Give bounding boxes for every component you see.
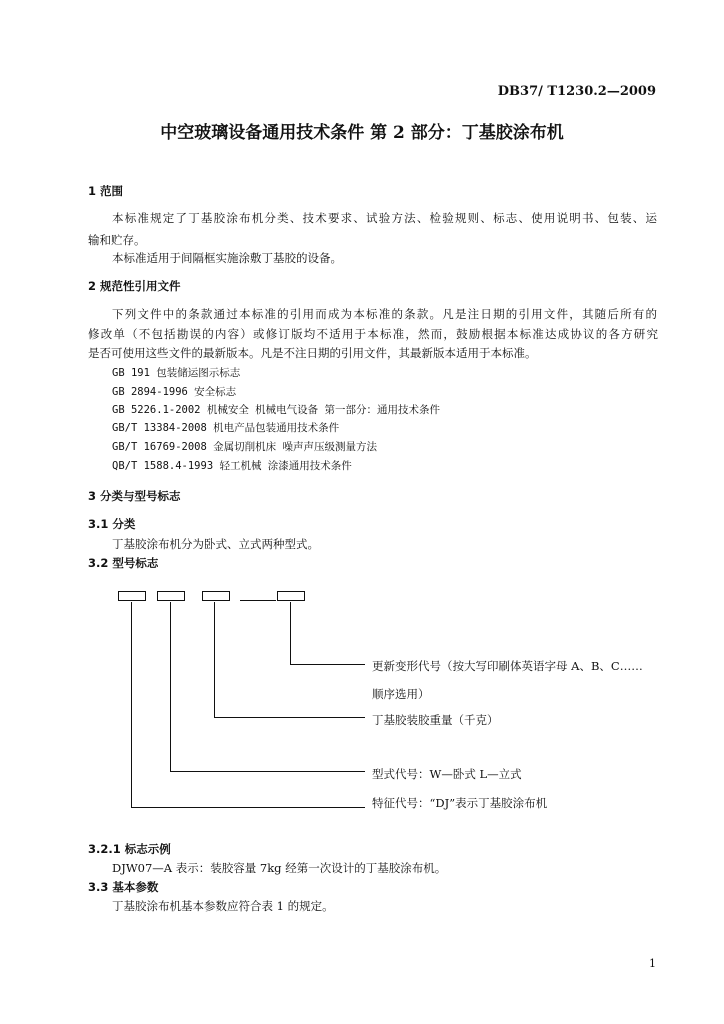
leader-line — [170, 602, 171, 772]
section-3-2-1-text: DJW07—A 表示：装胶容量 7kg 经第一次设计的丁基胶涂布机。 — [112, 861, 447, 875]
reference-item: GB 2894-1996 安全标志 — [112, 386, 237, 398]
section-3-3-heading: 3.3 基本参数 — [88, 880, 159, 894]
section-2-para-line-1: 下列文件中的条款通过本标准的引用而成为本标准的条款。凡是注日期的引用文件，其随后所有的 — [112, 307, 657, 321]
section-2-para-line-3: 是否可使用这些文件的最新版本。凡是不注日期的引用文件，其最新版本适用于本标准。 — [88, 346, 537, 360]
variant-code-label-cont: 顺序选用） — [372, 687, 430, 701]
weight-code-box — [202, 591, 230, 601]
section-2-para-line-2: 修改单（不包括勘误的内容）或修订版均不适用于本标准，然而，鼓励根据本标准达成协议的各方研究 — [88, 327, 658, 341]
reference-item: QB/T 1588.4-1993 轻工机械 涂漆通用技术条件 — [112, 460, 352, 472]
reference-item: GB/T 13384-2008 机电产品包装通用技术条件 — [112, 422, 340, 434]
type-code-box — [157, 591, 185, 601]
section-3-1-heading: 3.1 分类 — [88, 517, 136, 531]
type-code-label: 型式代号：W—卧式 L—立式 — [372, 767, 522, 781]
feature-code-label: 特征代号：“DJ”表示丁基胶涂布机 — [372, 796, 548, 810]
leader-line — [214, 717, 365, 718]
section-1-para-2: 本标准适用于间隔框实施涂敷丁基胶的设备。 — [112, 251, 342, 265]
page-number: 1 — [649, 957, 656, 970]
leader-line — [214, 602, 215, 718]
reference-item: GB 5226.1-2002 机械安全 机械电气设备 第一部分：通用技术条件 — [112, 404, 440, 416]
leader-line — [170, 771, 365, 772]
section-3-heading: 3 分类与型号标志 — [88, 489, 181, 503]
section-3-2-1-heading: 3.2.1 标志示例 — [88, 842, 171, 856]
section-3-3-text: 丁基胶涂布机基本参数应符合表 1 的规定。 — [112, 899, 334, 913]
leader-line — [131, 602, 132, 808]
leader-line — [290, 602, 291, 665]
section-3-1-text: 丁基胶涂布机分为卧式、立式两种型式。 — [112, 537, 319, 551]
page-title: 中空玻璃设备通用技术条件 第 2 部分：丁基胶涂布机 — [160, 123, 564, 143]
reference-item: GB/T 16769-2008 金属切削机床 噪声声压级测量方法 — [112, 441, 377, 453]
leader-line — [131, 807, 365, 808]
weight-code-label: 丁基胶装胶重量（千克） — [372, 713, 499, 727]
leader-line — [290, 664, 365, 665]
feature-code-box — [118, 591, 146, 601]
separator-dash — [240, 600, 276, 601]
section-2-heading: 2 规范性引用文件 — [88, 279, 181, 293]
variant-code-label: 更新变形代号（按大写印刷体英语字母 A、B、C…… — [372, 659, 643, 673]
reference-item: GB 191 包装储运图示标志 — [112, 367, 241, 379]
section-1-para-line-2: 输和贮存。 — [88, 233, 146, 247]
section-1-para-line-1: 本标准规定了丁基胶涂布机分类、技术要求、试验方法、检验规则、标志、使用说明书、包装、运 — [112, 211, 657, 225]
standard-code: DB37/ T1230.2—2009 — [497, 84, 656, 99]
section-1-heading: 1 范围 — [88, 184, 124, 198]
section-3-2-heading: 3.2 型号标志 — [88, 556, 159, 570]
variant-code-box — [277, 591, 305, 601]
